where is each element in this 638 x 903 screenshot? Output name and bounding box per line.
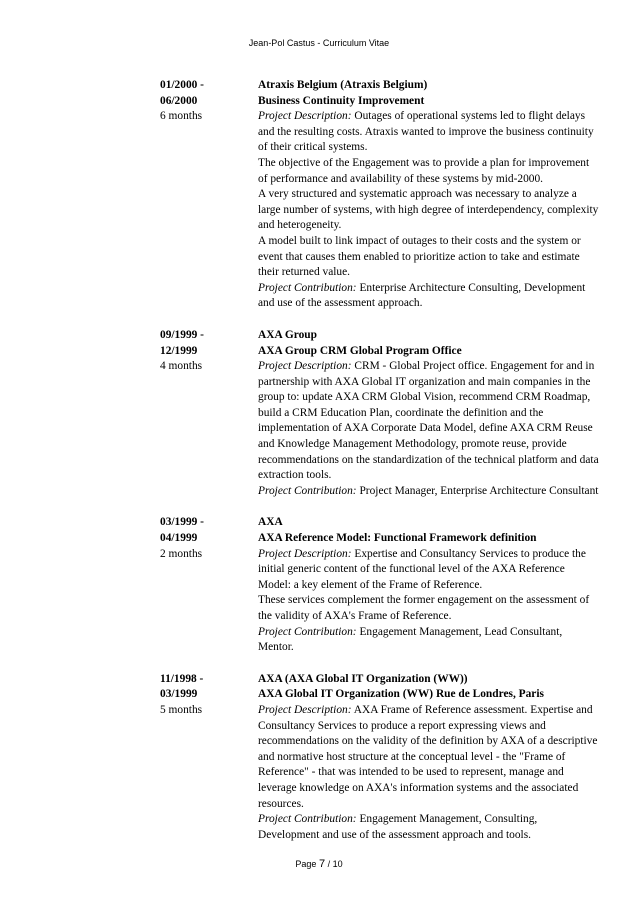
page-number: 7 bbox=[318, 858, 326, 870]
description-label: Project Description: bbox=[258, 547, 352, 560]
contribution-label: Project Contribution: bbox=[258, 281, 357, 294]
description-text: CRM - Global Project office. Engagement for and in partnership with AXA Global IT organization and main companies in the group to: update AXA CRM Global Vision, recommend CRM Roadmap, build a CRM Education Plan, coordinate the definition and the implementation of AXA Corporate Data Model, define AXA CRM Reuse and Knowledge Management Methodology, promote reuse, provide recommendations on the standardization of the technical platform and data extraction tools. bbox=[258, 360, 599, 482]
project-description bbox=[258, 359, 600, 484]
contribution-text: Project Manager, Enterprise Architecture Consultant bbox=[359, 484, 599, 497]
description-text: AXA Frame of Reference assessment. Expertise and Consultancy Services to produce a report expressing views and recommendations on the validity of the definition by AXA of a descriptive and normative host structure at the conceptual level - the "Frame of Reference" - that was intended to be used to represent, manage and leverage knowledge on AXA's information systems and the associated resources. bbox=[258, 703, 598, 810]
page-footer bbox=[0, 858, 638, 870]
entry-dates bbox=[160, 672, 258, 844]
experience-entry bbox=[160, 515, 600, 655]
project-title: AXA Reference Model: Functional Framework definition bbox=[258, 532, 537, 545]
client-name: AXA Group bbox=[258, 328, 317, 341]
date-end: 12/1999 bbox=[160, 344, 198, 357]
contribution-text: Engagement Management, Consulting, Development and use of the assessment approach and tools. bbox=[258, 813, 538, 841]
experience-entry bbox=[160, 78, 600, 312]
entry-dates bbox=[160, 78, 258, 312]
description-text: A very structured and systematic approach was necessary to analyze a large number of systems, with high degree of interdependency, complexity and heterogeneity. bbox=[258, 188, 599, 232]
description-label: Project Description: bbox=[258, 360, 352, 373]
entry-details bbox=[258, 672, 600, 844]
duration: 2 months bbox=[160, 547, 203, 560]
page-label: Page bbox=[295, 859, 317, 869]
client-name: AXA bbox=[258, 516, 283, 529]
entry-details bbox=[258, 78, 600, 312]
date-start: 09/1999 - bbox=[160, 328, 204, 341]
project-contribution bbox=[258, 281, 600, 312]
project-description bbox=[258, 703, 600, 812]
contribution-text: Enterprise Architecture Consulting, Development and use of the assessment approach. bbox=[258, 281, 586, 310]
date-end: 04/1999 bbox=[160, 532, 198, 545]
experience-entry bbox=[160, 672, 600, 844]
entry-dates bbox=[160, 515, 258, 655]
project-description bbox=[258, 547, 600, 594]
entry-details bbox=[258, 328, 600, 500]
date-start: 03/1999 - bbox=[160, 516, 204, 529]
contribution-text: Engagement Management, Lead Consultant, Mentor. bbox=[258, 625, 563, 654]
page-total: / 10 bbox=[327, 859, 343, 869]
description-label: Project Description: bbox=[258, 703, 352, 716]
project-title: AXA Global IT Organization (WW) Rue de Londres, Paris bbox=[258, 688, 544, 701]
client-name: Atraxis Belgium (Atraxis Belgium) bbox=[258, 79, 428, 91]
entry-dates bbox=[160, 328, 258, 500]
description-label: Project Description: bbox=[258, 110, 352, 123]
client-name: AXA (AXA Global IT Organization (WW)) bbox=[258, 672, 468, 685]
contribution-label: Project Contribution: bbox=[258, 484, 357, 497]
project-contribution bbox=[258, 484, 600, 500]
project-contribution bbox=[258, 625, 600, 656]
duration: 5 months bbox=[160, 703, 203, 716]
description-text: The objective of the Engagement was to provide a plan for improvement of performance and availability of these systems by mid-2000. bbox=[258, 156, 590, 185]
duration: 6 months bbox=[160, 110, 203, 123]
description-text: A model built to link impact of outages to their costs and the system or event that causes them enabled to prioritize action to take and estimate their returned value. bbox=[258, 234, 581, 279]
project-title: AXA Group CRM Global Program Office bbox=[258, 344, 462, 357]
experience-entry bbox=[160, 328, 600, 500]
date-start: 11/1998 - bbox=[160, 672, 204, 685]
contribution-label: Project Contribution: bbox=[258, 625, 357, 638]
description-text: Outages of operational systems led to flight delays and the resulting costs. Atraxis wanted to improve the business continuity of their critical systems. bbox=[258, 110, 594, 154]
contribution-label: Project Contribution: bbox=[258, 813, 357, 826]
date-start: 01/2000 - bbox=[160, 79, 204, 91]
date-end: 06/2000 bbox=[160, 94, 198, 107]
date-end: 03/1999 bbox=[160, 688, 198, 701]
page-header: Jean-Pol Castus - Curriculum Vitae bbox=[248, 38, 390, 48]
description-text: Expertise and Consultancy Services to produce the initial generic content of the functional level of the AXA Reference Model: a key element of the Frame of Reference. bbox=[258, 547, 586, 591]
project-contribution bbox=[258, 812, 600, 843]
project-title: Business Continuity Improvement bbox=[258, 94, 425, 107]
project-description bbox=[258, 109, 600, 156]
duration: 4 months bbox=[160, 360, 203, 373]
entry-details bbox=[258, 515, 600, 655]
experience-list bbox=[160, 78, 600, 843]
description-text: These services complement the former engagement on the assessment of the validity of AXA's Frame of Reference. bbox=[258, 594, 590, 622]
